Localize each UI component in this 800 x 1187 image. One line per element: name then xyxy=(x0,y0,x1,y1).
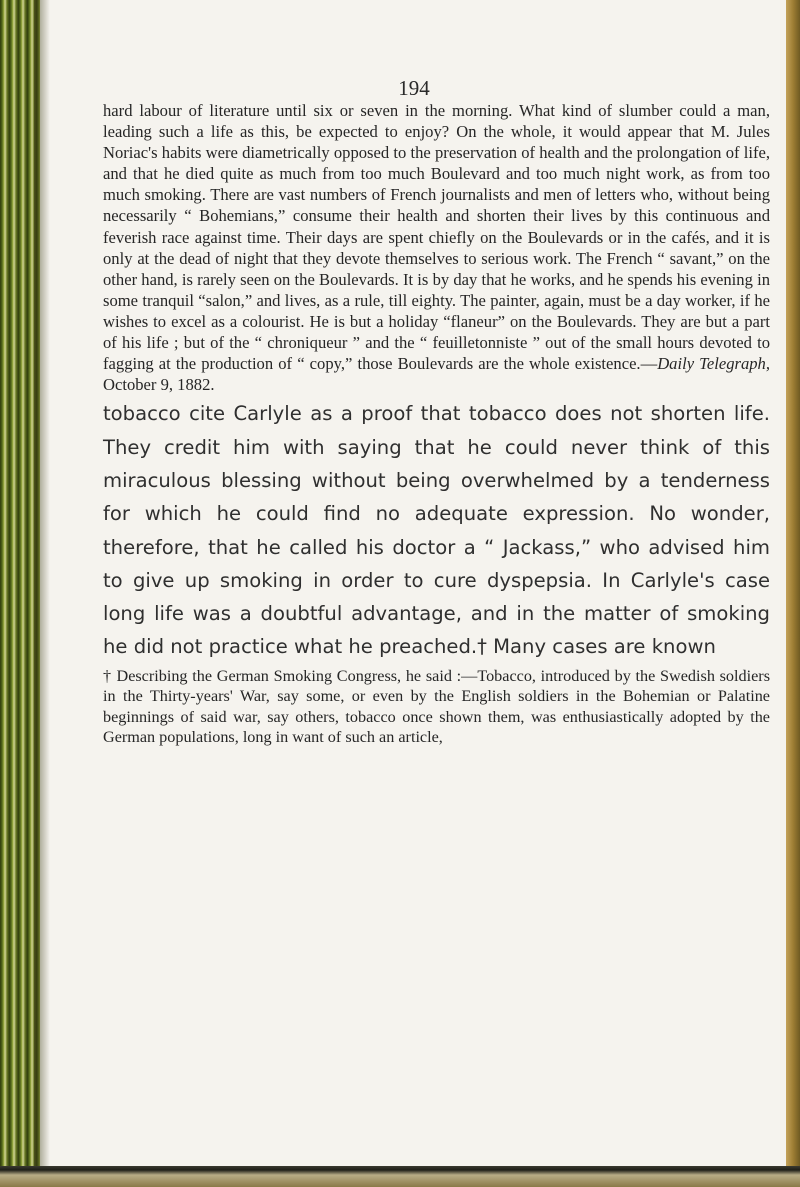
citation-date: October 9, 1882. xyxy=(103,375,215,395)
page-edge-bottom xyxy=(0,1166,800,1187)
paragraph-text: hard labour of literature until six or seven in the morning. What kind of slumber could a man, leading such a life as this, be expected to enjoy? On the whole, it would appear that M. Jules Noriac's habits were diametrically opposed to the preservation of health and the prolongation of life, and that he died quite as much from too much Boulevard and too much night work, as from too much smoking. There are vast numbers of French journalists and men of letters who, without being necessarily “ Bohemians,” consume their health and shorten their lives by this continuous and feverish race against time. Their days are spent chiefly on the Boulevards or in the cafés, and it is only at the dead of night that they devote themselves to serious work. The French “ savant,” on the other hand, is rarely seen on the Boulevards. It is by day that he works, and he spends his evening in some tranquil “salon,” and lives, as a rule, till eighty. The painter, again, must be a day worker, if he wishes to excel as a colourist. He is but a holiday “flaneur” on the Boulevards. They are but a part of his life ; but of the “ chroniqueur ” and the “ feuilletonniste ” out of the small hours devoted to fagging at the production of “ copy,” those Boulevards are the whole existence.— xyxy=(103,101,770,374)
page-content xyxy=(103,100,770,747)
paragraph-carlyle: tobacco cite Carlyle as a proof that tobacco does not shorten life. They credit him with saying that he could never think of this miraculous blessing without being overwhelmed by a tenderness for which he could find no adequate expression. No wonder, therefore, that he called his doctor a “ Jackass,” who advised him to give up smoking in order to cure dyspepsia. In Carlyle's case long life was a doubtful advantage, and in the matter of smoking he did not practice what he preached.† Many cases are known xyxy=(103,402,770,659)
footnote: † Describing the German Smoking Congress, he said :—Tobacco, introduced by the Swedish soldiers in the Thirty-years' War, say some, or even by the English soldiers in the Bohemian or Palatine beginnings of said war, say others, tobacco once shown them, was enthusiastically adopted by the German populations, long in want of such an article, xyxy=(103,666,770,746)
page-edge-right xyxy=(786,0,800,1187)
gutter-shadow xyxy=(34,0,50,1187)
citation-source: Daily Telegraph, xyxy=(657,354,771,374)
page-number: 194 xyxy=(398,76,430,100)
paragraph-newspaper-quote xyxy=(103,100,770,395)
